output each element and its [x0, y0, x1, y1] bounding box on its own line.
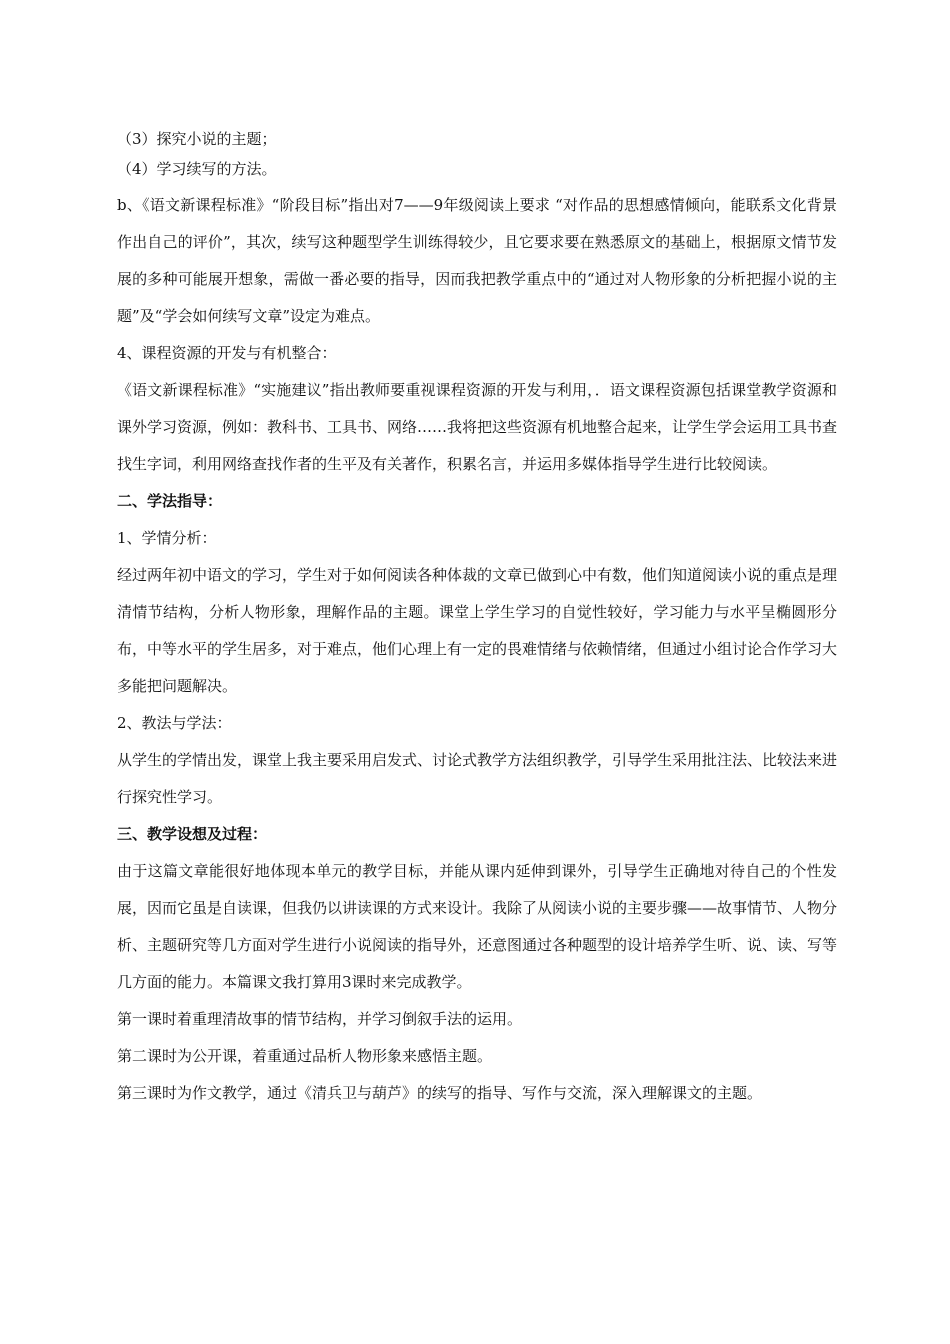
- paragraph-analysis: 经过两年初中语文的学习，学生对于如何阅读各种体裁的文章已做到心中有数，他们知道阅读小说的重点是理清情节结构，分析人物形象，理解作品的主题。课堂上学生学习的自觉性较好，学习能力与水平呈椭圆形分布，中等水平的学生居多，对于难点，他们心理上有一定的畏难情绪与依赖情绪，但通过小组讨论合作学习大多能把问题解决。: [117, 566, 838, 695]
- paragraph-difficulty: b、《语文新课程标准》“阶段目标”指出对7——9年级阅读上要求 “对作品的思想感情倾向，能联系文化背景作出自己的评价”，其次，续写这种题型学生训练得较少，且它要求要在熟悉原文的基础上，根据原文情节发展的多种可能展开想象，需做一番必要的指导，因而我把教学重点中的“通过对人物形象的分析把握小说的主题”及“学会如何续写文章”设定为难点。: [117, 196, 837, 325]
- paragraph-design: 由于这篇文章能很好地体现本单元的教学目标，并能从课内延伸到课外，引导学生正确地对待自己的个性发展，因而它虽是自读课，但我仍以讲读课的方式来设计。我除了从阅读小说的主要步骤——故事情节、人物分析、主题研究等几方面对学生进行小说阅读的指导外，还意图通过各种题型的设计培养学生听、说、读、写等几方面的能力。本篇课文我打算用3课时来完成教学。: [117, 862, 838, 991]
- heading-study-guidance: 二、学法指导：: [117, 492, 223, 510]
- section-item-resources: 4、课程资源的开发与有机整合：: [117, 344, 337, 362]
- lesson-one: 第一课时着重理清故事的情节结构，并学习倒叙手法的运用。: [117, 1010, 523, 1028]
- list-item-continuation-method: （4）学习续写的方法。: [117, 160, 277, 178]
- paragraph-resources: 《语文新课程标准》“实施建议”指出教师要重视课程资源的开发与利用，．语文课程资源包括课堂教学资源和课外学习资源，例如：教科书、工具书、网络……我将把这些资源有机地整合起来，让学生学会运用工具书查找生字词，利用网络查找作者的生平及有关著作，积累名言，并运用多媒体指导学生进行比较阅读。: [117, 381, 838, 473]
- lesson-two: 第二课时为公开课，着重通过品析人物形象来感悟主题。: [117, 1047, 493, 1065]
- heading-teaching-design: 三、教学设想及过程：: [117, 825, 268, 843]
- paragraph-methods: 从学生的学情出发，课堂上我主要采用启发式、讨论式教学方法组织教学，引导学生采用批注法、比较法来进行探究性学习。: [117, 751, 838, 806]
- lesson-three: 第三课时为作文教学，通过《清兵卫与葫芦》的续写的指导、写作与交流，深入理解课文的主题。: [117, 1084, 763, 1102]
- document-page: [117, 124, 837, 1112]
- section-item-methods: 2、教法与学法：: [117, 714, 232, 732]
- section-item-analysis: 1、学情分析：: [117, 529, 217, 547]
- list-item-explore-theme: （3）探究小说的主题；: [117, 130, 277, 148]
